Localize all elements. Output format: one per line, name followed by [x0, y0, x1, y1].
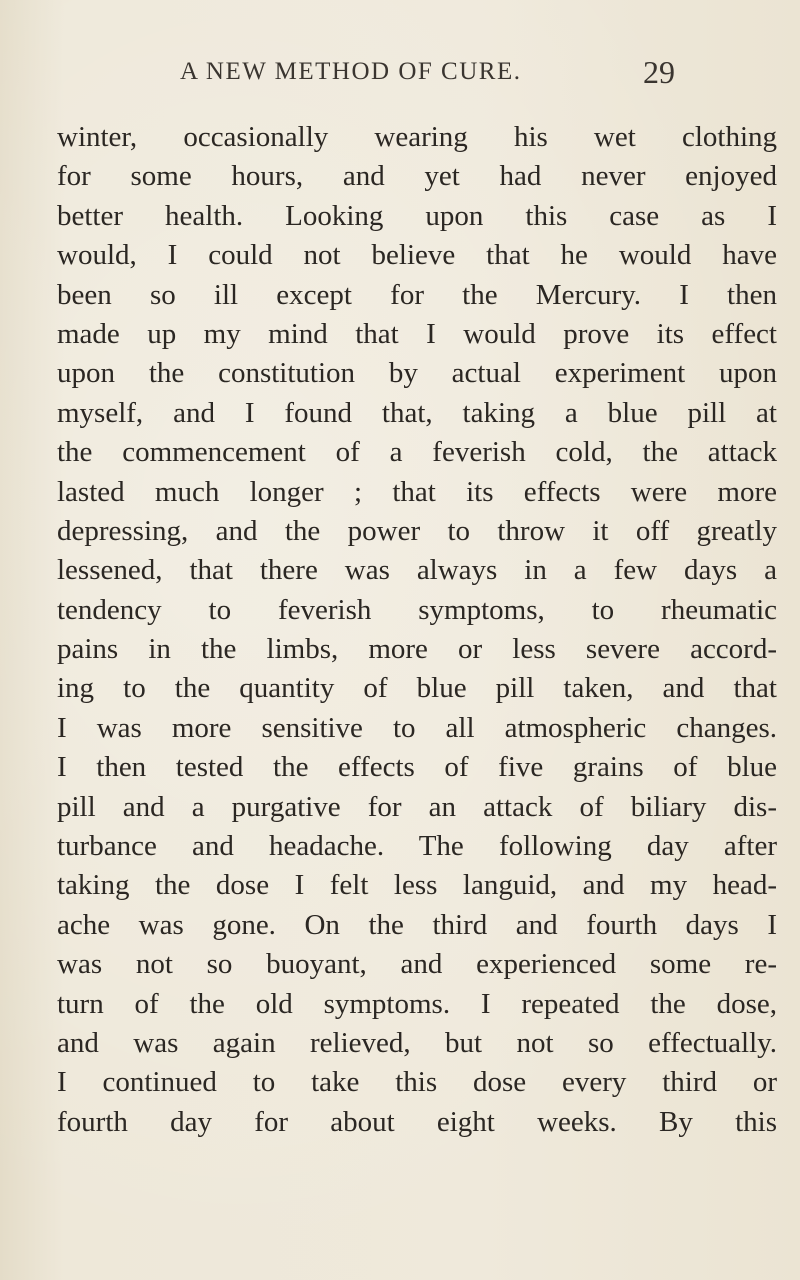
text-line: lessened, that there was always in a few days a [57, 554, 777, 587]
body-text [57, 118, 777, 1142]
text-line: was not so buoyant, and experienced some re- [57, 948, 777, 981]
text-line: made up my mind that I would prove its effect [57, 317, 777, 350]
text-line: I then tested the effects of five grains of blue [57, 751, 777, 784]
text-line: pains in the limbs, more or less severe accord- [57, 633, 777, 666]
text-line: fourth day for about eight weeks. By this [57, 1105, 777, 1138]
text-line: turn of the old symptoms. I repeated the dose, [57, 987, 777, 1020]
text-line: upon the constitution by actual experiment upon [57, 357, 777, 390]
running-head [0, 56, 800, 90]
text-line: depressing, and the power to throw it off greatly [57, 514, 777, 547]
text-line: ache was gone. On the third and fourth days I [57, 908, 777, 941]
running-head-title: A NEW METHOD OF CURE. [180, 58, 522, 85]
text-line: pill and a purgative for an attack of biliary dis- [57, 790, 777, 823]
text-line: been so ill except for the Mercury. I then [57, 278, 777, 311]
text-line: turbance and headache. The following day after [57, 830, 777, 863]
text-line: myself, and I found that, taking a blue pill at [57, 396, 777, 429]
text-line: lasted much longer ; that its effects were more [57, 475, 777, 508]
text-line: better health. Looking upon this case as I [57, 199, 777, 232]
text-line: ing to the quantity of blue pill taken, and that [57, 672, 777, 705]
text-line: winter, occasionally wearing his wet clothing [57, 121, 777, 153]
page-number: 29 [643, 54, 675, 90]
text-line: the commencement of a feverish cold, the attack [57, 436, 777, 469]
text-line: I was more sensitive to all atmospheric changes. [57, 711, 777, 744]
text-line: I continued to take this dose every third or [57, 1066, 777, 1099]
text-line: tendency to feverish symptoms, to rheumatic [57, 593, 777, 626]
text-line: would, I could not believe that he would have [57, 239, 777, 272]
text-line: for some hours, and yet had never enjoyed [57, 160, 777, 193]
text-line: taking the dose I felt less languid, and my head- [57, 869, 777, 902]
text-line: and was again relieved, but not so effectually. [57, 1026, 777, 1059]
